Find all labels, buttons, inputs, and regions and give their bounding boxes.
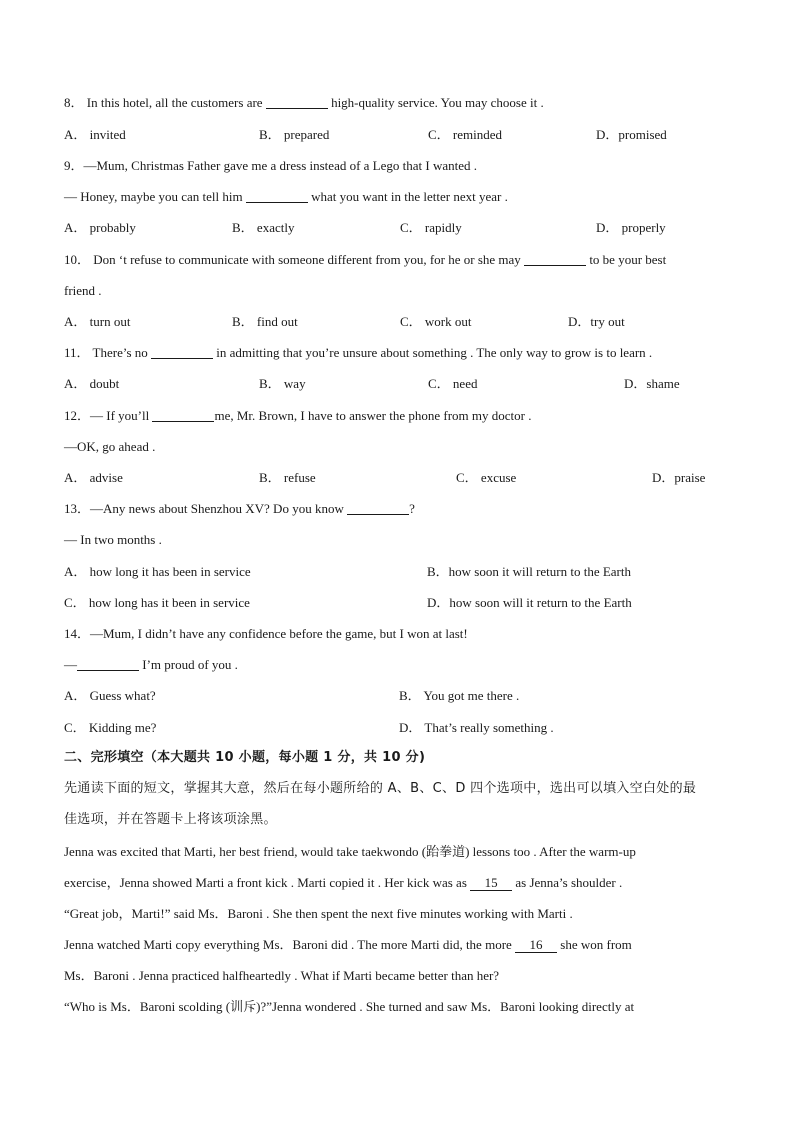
answer-blank xyxy=(524,253,586,266)
question-13-text-end: ? xyxy=(409,501,415,516)
option-b: B． refuse xyxy=(259,470,316,485)
option-c: C． excuse xyxy=(456,470,517,485)
cloze-blank-15: 15 xyxy=(470,876,512,891)
question-8 xyxy=(64,95,544,111)
option-c: C． rapidly xyxy=(400,220,462,235)
option-b: B． exactly xyxy=(232,220,295,235)
option-a: A． doubt xyxy=(64,376,120,391)
question-9-reply-text: — Honey, maybe you can tell him xyxy=(64,189,246,204)
question-12-reply: —OK, go ahead . xyxy=(64,439,156,454)
section-instruction: 先通读下面的短文，掌握其大意，然后在每小题所给的 A、B、C、D 四个选项中，选出可以填入空白处的最 xyxy=(64,781,697,796)
question-11 xyxy=(64,345,652,361)
question-12 xyxy=(64,408,531,424)
option-a: A． invited xyxy=(64,127,126,142)
option-c: C． reminded xyxy=(428,127,503,142)
question-9-reply-end: what you want in the letter next year . xyxy=(307,189,508,204)
option-d: D． properly xyxy=(596,220,666,235)
passage-line xyxy=(64,875,622,891)
option-d: D．promised xyxy=(596,127,667,142)
passage-line: Ms．Baroni . Jenna practiced halfheartedly . What if Marti became better than her? xyxy=(64,968,500,983)
passage-line xyxy=(64,937,632,953)
option-d: D．shame xyxy=(624,376,680,391)
passage-text: exercise，Jenna showed Marti a front kick . Marti copied it . Her kick was as xyxy=(64,875,471,890)
answer-blank xyxy=(77,658,139,671)
option-c: C． need xyxy=(428,376,478,391)
passage-text-end: as Jenna’s shoulder . xyxy=(512,875,623,890)
option-b: B． find out xyxy=(232,314,298,329)
answer-blank xyxy=(246,190,308,203)
question-12-text-end: me, Mr. Brown, I have to answer the phone from my doctor . xyxy=(214,408,532,423)
option-a: A． advise xyxy=(64,470,123,485)
section-heading: 二、完形填空（本大题共 10 小题，每小题 1 分，共 10 分) xyxy=(64,750,426,765)
option-a: A． how long it has been in service xyxy=(64,564,251,579)
option-b: B． prepared xyxy=(259,127,330,142)
option-a: A． turn out xyxy=(64,314,131,329)
option-a: A． probably xyxy=(64,220,136,235)
option-d: D．try out xyxy=(568,314,625,329)
cloze-blank-16: 16 xyxy=(515,938,557,953)
question-13 xyxy=(64,501,415,517)
passage-line: “Great job，Marti!” said Ms．Baroni . She then spent the next five minutes working with Marti . xyxy=(64,906,573,921)
question-14-reply-end: I’m proud of you . xyxy=(139,657,238,672)
option-b: B． You got me there . xyxy=(399,688,520,703)
option-d: D． That’s really something . xyxy=(399,720,554,735)
option-c: C． Kidding me? xyxy=(64,720,157,735)
question-14: 14．—Mum, I didn’t have any confidence before the game, but I won at last! xyxy=(64,626,468,641)
option-d: D．praise xyxy=(652,470,706,485)
question-9: 9．—Mum, Christmas Father gave me a dress instead of a Lego that I wanted . xyxy=(64,158,478,173)
option-a: A． Guess what? xyxy=(64,688,156,703)
passage-line: “Who is Ms．Baroni scolding (训斥)?”Jenna wondered . She turned and saw Ms．Baroni looking directly at xyxy=(64,999,635,1014)
section-instruction-cont: 佳选项，并在答题卡上将该项涂黑。 xyxy=(64,812,277,827)
question-11-text-end: in admitting that you’re unsure about something . The only way to grow is to learn . xyxy=(213,345,653,360)
question-10-text-end: to be your best xyxy=(586,252,667,267)
option-c: C． work out xyxy=(400,314,472,329)
question-14-reply xyxy=(64,657,238,673)
question-10-line2: friend . xyxy=(64,283,102,298)
question-10-text: 10． Don ‘t refuse to communicate with someone different from you, for he or she may xyxy=(64,252,525,267)
answer-blank xyxy=(151,346,213,359)
question-12-text: 12．— If you’ll xyxy=(64,408,153,423)
question-14-reply-text: — xyxy=(64,657,77,672)
option-b: B．how soon it will return to the Earth xyxy=(427,564,632,579)
passage-line: Jenna was excited that Marti, her best friend, would take taekwondo (跆拳道) lessons too . After the warm-up xyxy=(64,844,636,859)
question-11-text: 11． There’s no xyxy=(64,345,152,360)
passage-text: Jenna watched Marti copy everything Ms．Baroni did . The more Marti did, the more xyxy=(64,937,516,952)
question-13-text: 13．—Any news about Shenzhou XV? Do you know xyxy=(64,501,348,516)
question-8-text-end: high-quality service. You may choose it . xyxy=(327,95,544,110)
option-d: D．how soon will it return to the Earth xyxy=(427,595,632,610)
question-8-text: 8． In this hotel, all the customers are xyxy=(64,95,266,110)
option-b: B． way xyxy=(259,376,306,391)
answer-blank xyxy=(266,96,328,109)
question-13-reply: — In two months . xyxy=(64,532,162,547)
question-10 xyxy=(64,252,666,268)
answer-blank xyxy=(347,502,409,515)
passage-text-end: she won from xyxy=(557,937,632,952)
option-c: C． how long has it been in service xyxy=(64,595,250,610)
answer-blank xyxy=(152,409,214,422)
question-9-reply xyxy=(64,189,508,205)
